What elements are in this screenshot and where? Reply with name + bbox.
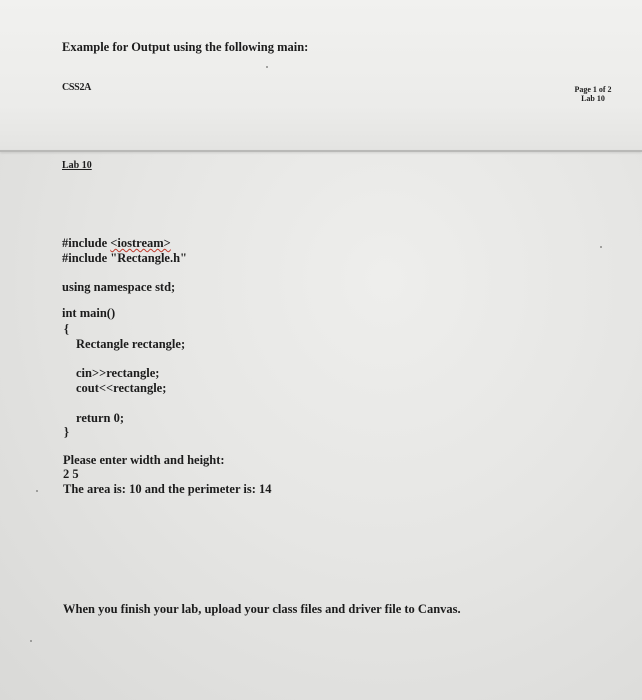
output-prompt: Please enter width and height: [63, 453, 225, 467]
course-code: CSS2A [62, 82, 92, 93]
example-heading: Example for Output using the following main: [62, 40, 309, 54]
code-line-cin: cin>>rectangle; [76, 366, 160, 380]
lab-title: Lab 10 [62, 160, 92, 171]
output-input-values: 2 5 [63, 467, 79, 481]
code-line-include-rectangle: #include "Rectangle.h" [62, 251, 187, 265]
code-line-close-brace: } [64, 425, 69, 439]
page-break-divider [0, 150, 642, 152]
output-result: The area is: 10 and the perimeter is: 14 [63, 482, 272, 496]
submission-instructions: When you finish your lab, upload your class files and driver file to Canvas. [63, 602, 461, 616]
code-line-return: return 0; [76, 411, 125, 425]
page-meta [558, 85, 628, 103]
paper-speck [266, 66, 268, 68]
paper-speck [36, 490, 38, 492]
paper-speck [30, 640, 32, 642]
lab-number: Lab 10 [581, 94, 605, 103]
iostream-header: <iostream> [110, 236, 171, 250]
code-line-using: using namespace std; [62, 280, 176, 294]
code-line-main-signature: int main() [62, 306, 116, 320]
code-line-open-brace: { [64, 322, 69, 336]
code-line-include-iostream [62, 236, 171, 251]
page-number: Page 1 of 2 [574, 85, 612, 94]
code-line-declaration: Rectangle rectangle; [76, 337, 186, 351]
previous-page-region [0, 0, 642, 150]
paper-speck [600, 246, 602, 248]
code-line-cout: cout<<rectangle; [76, 381, 167, 395]
include-keyword: #include [62, 236, 111, 250]
